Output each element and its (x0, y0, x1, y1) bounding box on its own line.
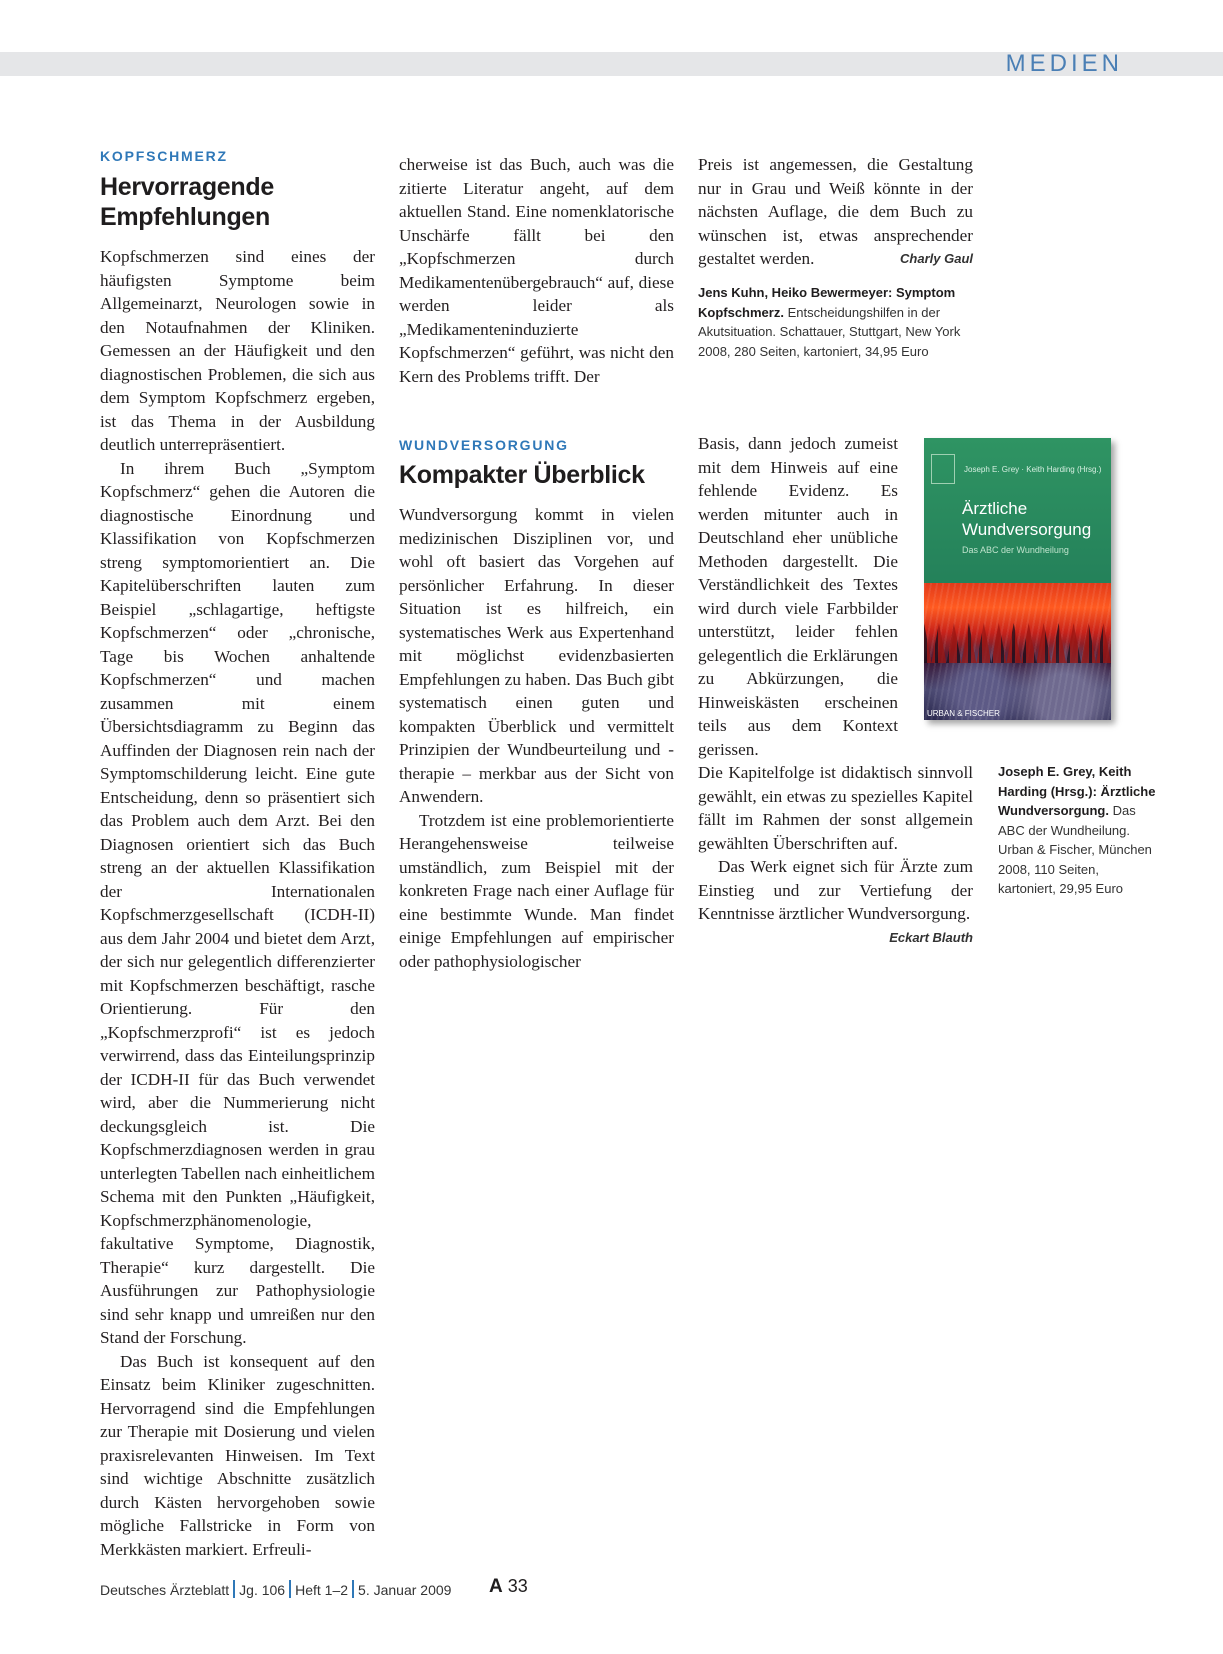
article1-column3 (698, 153, 973, 271)
publisher-logo-icon (931, 454, 955, 484)
journal-volume: Jg. 106 (239, 1582, 286, 1598)
footer (100, 1580, 451, 1598)
article1-headline: Hervorragende Empfehlungen (100, 173, 274, 231)
author-signature: Eckart Blauth (889, 929, 973, 945)
bibliography-title: Jens Kuhn, Heiko Bewermeyer: Symptom Kopfschmerz. (698, 285, 956, 320)
section-label: MEDIEN (1005, 50, 1123, 77)
book-cover-subtitle: Das ABC der Wundheilung (962, 545, 1069, 555)
bibliography-title: Joseph E. Grey, Keith Harding (Hrsg.): Ärztliche Wundversorgung. (998, 764, 1156, 818)
paragraph: In ihrem Buch „Symptom Kopfschmerz“ gehen die Autoren die diagnostische Einordnung und Klassifikation von Kopfschmerzen streng symptomorientiert an. Die Kapitelüberschriften lauten zum Beispiel „schlagartige, heftigste Kopfschmerzen“ oder „chronische, Tage bis Wochen anhaltende Kopfschmerzen“ und machen zusammen mit einem Übersichtsdiagramm zu Beginn das Auffinden der Diagnosen rein nach der Symptomschilderung leicht. Eine gute Entscheidung, denn so präsentiert sich das Problem auch dem Arzt. Bei den Diagnosen orientiert sich das Buch streng an der aktuellen Klassifikation der Internationalen Kopfschmerzgesellschaft (ICDH-II) aus dem Jahr 2004 und bietet dem Arzt, der sich nur gelegentlich differenzierter mit Kopfschmerzen beschäftigt, rasche Orientierung. Für den „Kopfschmerzprofi“ ist es jedoch verwirrend, dass das Einteilungsprinzip der ICDH-II für das Buch verwendet wird, aber die Nummerierung nicht deckungsgleich ist. Die Kopfschmerzdiagnosen werden in grau unterlegten Tabellen nach einheitlichem Schema mit den Punkten „Häufigkeit, Kopfschmerzphänomenologie, fakultative Symptome, Diagnostik, Therapie“ kurz dargestellt. Die Ausführungen zur Pathophysiologie sind sehr knapp und umreißen nur den Stand der Forschung. (100, 458, 375, 1347)
paragraph: Das Werk eignet sich für Ärzte zum Einstieg und zur Vertiefung der Kenntnisse ärztlicher Wundversorgung. (698, 857, 973, 923)
paragraph: Wundversorgung kommt in vielen medizinischen Disziplinen vor, und wohl oft basiert das Vorgehen auf persönlicher Erfahrung. In dieser Situation ist es hilfreich, ein systematisches Werk aus Expertenhand mit möglichst evidenzbasierten Empfehlungen zu haben. Das Buch gibt systematisch einen guten und kompakten Überblick und vermittelt Prinzipien der Wundbeurteilung und -therapie – merkbar aus der Sicht von Anwendern. (399, 505, 674, 806)
paragraph: Basis, dann jedoch zumeist mit dem Hinweis auf eine fehlende Evidenz. Es werden mitunter auch in Deutschland eher unübliche Methoden dargestellt. Die Verständlichkeit des Textes wird durch viele Farbbilder unterstützt, leider fehlen gelegentlich die Erklärungen zu Abkürzungen, die Hinweiskästen erscheinen teils aus dem Kontext gerissen. (698, 434, 898, 759)
article1-column2 (399, 153, 674, 388)
paragraph: Die Kapitelfolge ist didaktisch sinnvoll gewählt, ein etwas zu spezielles Kapitel fällt im Rahmen der sonst allgemein gewählten Überschriften auf. (698, 763, 973, 853)
book-cover-title: Ärztliche Wundversorgung (962, 499, 1092, 539)
journal-date: 5. Januar 2009 (358, 1582, 452, 1598)
book-cover-skin-photo (924, 583, 1111, 720)
article2-column3b (698, 761, 973, 949)
article1-bibliography (698, 283, 973, 361)
book-cover-authors: Joseph E. Grey · Keith Harding (Hrsg.) (964, 465, 1102, 474)
bibliography-details: Das ABC der Wundheilung. Urban & Fischer, München 2008, 110 Seiten, kartoniert, 29,95 Euro (998, 803, 1152, 896)
bibliography-details: Entscheidungshilfen in der Akutsituation. Schattauer, Stuttgart, New York 2008, 280 Seiten, kartoniert, 34,95 Euro (698, 304, 961, 359)
article2-headline: Kompakter Überblick (399, 461, 645, 489)
book-cover-image (924, 438, 1111, 720)
page-number: A 33 (489, 1576, 528, 1597)
journal-issue: Heft 1–2 (295, 1582, 349, 1598)
article1-kicker: KOPFSCHMERZ (100, 148, 228, 164)
article2-column2 (399, 503, 674, 973)
journal-name: Deutsches Ärzteblatt (100, 1582, 230, 1598)
paragraph: Preis ist angemessen, die Gestaltung nur in Grau und Weiß könnte in der nächsten Auflage, die dem Buch zu wünschen ist, etwas ansprechender gestaltet werden. Charly Gaul (698, 153, 973, 271)
article1-column1 (100, 245, 375, 1561)
paragraph: Das Buch ist konsequent auf den Einsatz beim Kliniker zugeschnitten. Hervorragend sind die Empfehlungen zur Therapie mit Dosierung und vielen praxisrelevanten Hinweisen. Im Text sind wichtige Abschnitte zusätzlich durch Kästen hervorgehoben sowie mögliche Fallstricke in Form von Merkkästen markiert. Erfreuli- (100, 1351, 375, 1559)
article2-bibliography (998, 762, 1158, 899)
article2-column3a (698, 432, 898, 761)
article2-kicker: WUNDVERSORGUNG (399, 437, 569, 453)
book-cover-header (924, 438, 1111, 583)
paragraph: Kopfschmerzen sind eines der häufigsten Symptome beim Allgemeinarzt, Neurologen sowie in den Notaufnahmen der Kliniken. Gemessen an der Häufigkeit und den diagnostischen Problemen, die sich aus dem Symptom Kopfschmerz ergeben, ist das Thema in der Ausbildung deutlich unterrepräsentiert. (100, 247, 375, 454)
author-signature: Charly Gaul (900, 251, 973, 266)
paragraph: cherweise ist das Buch, auch was die zitierte Literatur angeht, auf dem aktuellen Stand. Eine nomenklatorische Unschärfe fällt bei den „Kopfschmerzen durch Medikamentenübergebrauch“ auf, diese werden leider als „Medikamenteninduzierte Kopfschmerzen“ geführt, was nicht den Kern des Problems trifft. Der (399, 155, 674, 386)
book-cover-publisher: URBAN & FISCHER (927, 709, 1000, 718)
paragraph: Trotzdem ist eine problemorientierte Herangehensweise teilweise umständlich, zum Beispiel mit der konkreten Frage nach einer Auflage für eine bestimmte Wunde. Man findet einige Empfehlungen auf empirischer oder pathophysiologischer (399, 810, 674, 971)
